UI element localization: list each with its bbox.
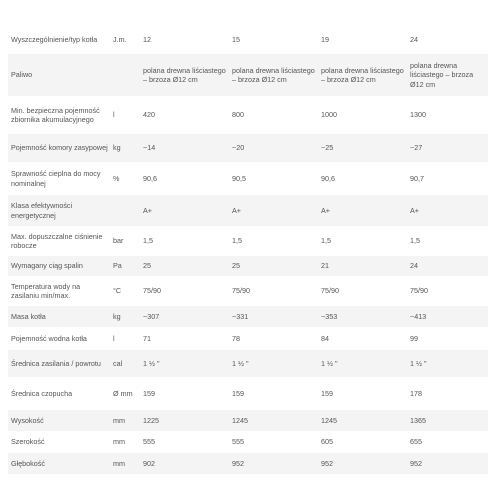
header-cell-model-15: 15 [232,34,240,44]
cell-unit: kg [113,143,121,153]
cell-model-19: polana drewna liściastego – brzoza Ø12 cm [321,65,404,84]
cell-model-12: polana drewna liściastego – brzoza Ø12 cm [143,65,226,84]
cell-model-15: polana drewna liściastego – brzoza Ø12 cm [232,65,315,84]
cell-unit: bar [113,236,124,246]
header-cell-unit: J.m. [113,34,127,44]
cell-model-15: 555 [232,437,244,447]
cell-model-24: polana drewna liściastego – brzoza Ø12 cm [410,60,474,89]
table-row [8,453,488,474]
cell-model-12: 555 [143,437,155,447]
cell-unit: mm [113,458,125,468]
table-row [8,226,488,256]
cell-model-15: 1245 [232,415,248,425]
cell-model-15: 90,5 [232,173,246,183]
cell-model-12: ~307 [143,311,160,321]
cell-parameter: Średnica zasilania / powrotu [11,358,101,368]
cell-model-19: 1245 [321,415,337,425]
cell-model-15: 25 [232,261,240,271]
table-row [8,162,488,195]
cell-parameter: Wysokość [11,415,44,425]
cell-model-19: A+ [321,205,330,215]
cell-model-24: ~413 [410,311,427,321]
table-row [8,306,488,327]
table-row [8,276,488,306]
cell-model-19: ~353 [321,311,338,321]
cell-model-24: 1,5 [410,236,420,246]
cell-model-12: 1,5 [143,236,153,246]
table-row [8,410,488,431]
cell-unit: % [113,173,120,183]
table-row [8,96,488,134]
cell-model-15: 800 [232,110,244,120]
cell-unit: mm [113,437,125,447]
cell-model-24: 655 [410,437,422,447]
cell-model-24: 1 ½ " [410,358,427,368]
header-cell-model-12: 12 [143,34,151,44]
table-row [8,54,488,96]
cell-model-24: ~27 [410,143,423,153]
cell-model-19: ~25 [321,143,334,153]
cell-parameter: Paliwo [11,70,33,80]
cell-model-15: 159 [232,388,244,398]
cell-model-15: 75/90 [232,286,250,296]
cell-unit: Ø mm [113,388,133,398]
cell-unit: kg [113,311,121,321]
cell-parameter: Sprawność cieplna do mocy nominalnej [11,169,101,188]
cell-model-19: 1,5 [321,236,331,246]
cell-unit: °C [113,286,122,296]
cell-unit: Pa [113,261,122,271]
cell-model-12: 159 [143,388,155,398]
cell-model-15: 78 [232,333,240,343]
cell-unit [111,54,141,96]
cell-parameter: Wymagany ciąg spalin [11,261,83,271]
spec-table [8,25,488,474]
cell-unit: mm [113,415,125,425]
cell-model-24: 24 [410,261,418,271]
cell-model-19: 75/90 [321,286,339,296]
cell-parameter: Głębokość [11,458,45,468]
cell-parameter: Min. bezpieczna pojemność zbiornika akumulacyjnego [11,105,100,124]
cell-model-19: 1000 [321,110,337,120]
cell-model-24: 178 [410,388,422,398]
cell-model-12: 1 ½ " [143,358,160,368]
cell-model-19: 159 [321,388,333,398]
table-row [8,350,488,377]
cell-model-12: 25 [143,261,151,271]
spec-table-container [8,25,488,474]
cell-parameter: Klasa efektywności energetycznej [11,201,73,220]
cell-model-19: 605 [321,437,333,447]
table-row [8,134,488,162]
cell-parameter: Masa kotła [11,311,46,321]
cell-model-12: 75/90 [143,286,161,296]
header-cell-parameter: Wyszczególnienie/typ kotła [11,34,98,44]
table-row [8,256,488,276]
cell-unit: l [113,333,115,343]
cell-unit [111,195,141,226]
table-row [8,377,488,410]
cell-parameter: Pojemność wodna kotła [11,333,87,343]
header-cell-model-24: 24 [410,34,418,44]
cell-unit: l [113,110,115,120]
cell-parameter: Max. dopuszczalne ciśnienie robocze [11,231,103,250]
cell-model-12: ~14 [143,143,156,153]
table-row [8,431,488,453]
cell-parameter: Średnica czopucha [11,388,73,398]
cell-model-15: 952 [232,458,244,468]
table-row [8,195,488,226]
cell-parameter: Temperatura wody na zasilaniu min/max. [11,281,81,300]
table-row [8,327,488,350]
cell-model-19: 1 ½ " [321,358,338,368]
cell-model-12: 902 [143,458,155,468]
cell-model-24: A+ [410,205,419,215]
table-header-row [8,25,488,54]
cell-model-24: 75/90 [410,286,428,296]
cell-model-24: 1300 [410,110,426,120]
cell-model-12: 420 [143,110,155,120]
cell-model-12: 1225 [143,415,159,425]
cell-model-19: 90,6 [321,173,335,183]
cell-model-19: 84 [321,333,329,343]
cell-model-12: 90,6 [143,173,157,183]
cell-model-12: 71 [143,333,151,343]
cell-model-15: ~331 [232,311,249,321]
cell-model-15: A+ [232,205,241,215]
cell-model-24: 1365 [410,415,426,425]
cell-parameter: Pojemność komory zasypowej [11,143,108,153]
cell-model-15: 1 ½ " [232,358,249,368]
cell-model-24: 952 [410,458,422,468]
cell-unit: cal [113,358,123,368]
cell-model-19: 952 [321,458,333,468]
cell-model-19: 21 [321,261,329,271]
cell-parameter: Szerokość [11,437,45,447]
cell-model-24: 90,7 [410,173,424,183]
cell-model-15: 1,5 [232,236,242,246]
cell-model-12: A+ [143,205,152,215]
header-cell-model-19: 19 [321,34,329,44]
cell-model-24: 99 [410,333,418,343]
spec-table-body [8,25,488,474]
cell-model-15: ~20 [232,143,245,153]
